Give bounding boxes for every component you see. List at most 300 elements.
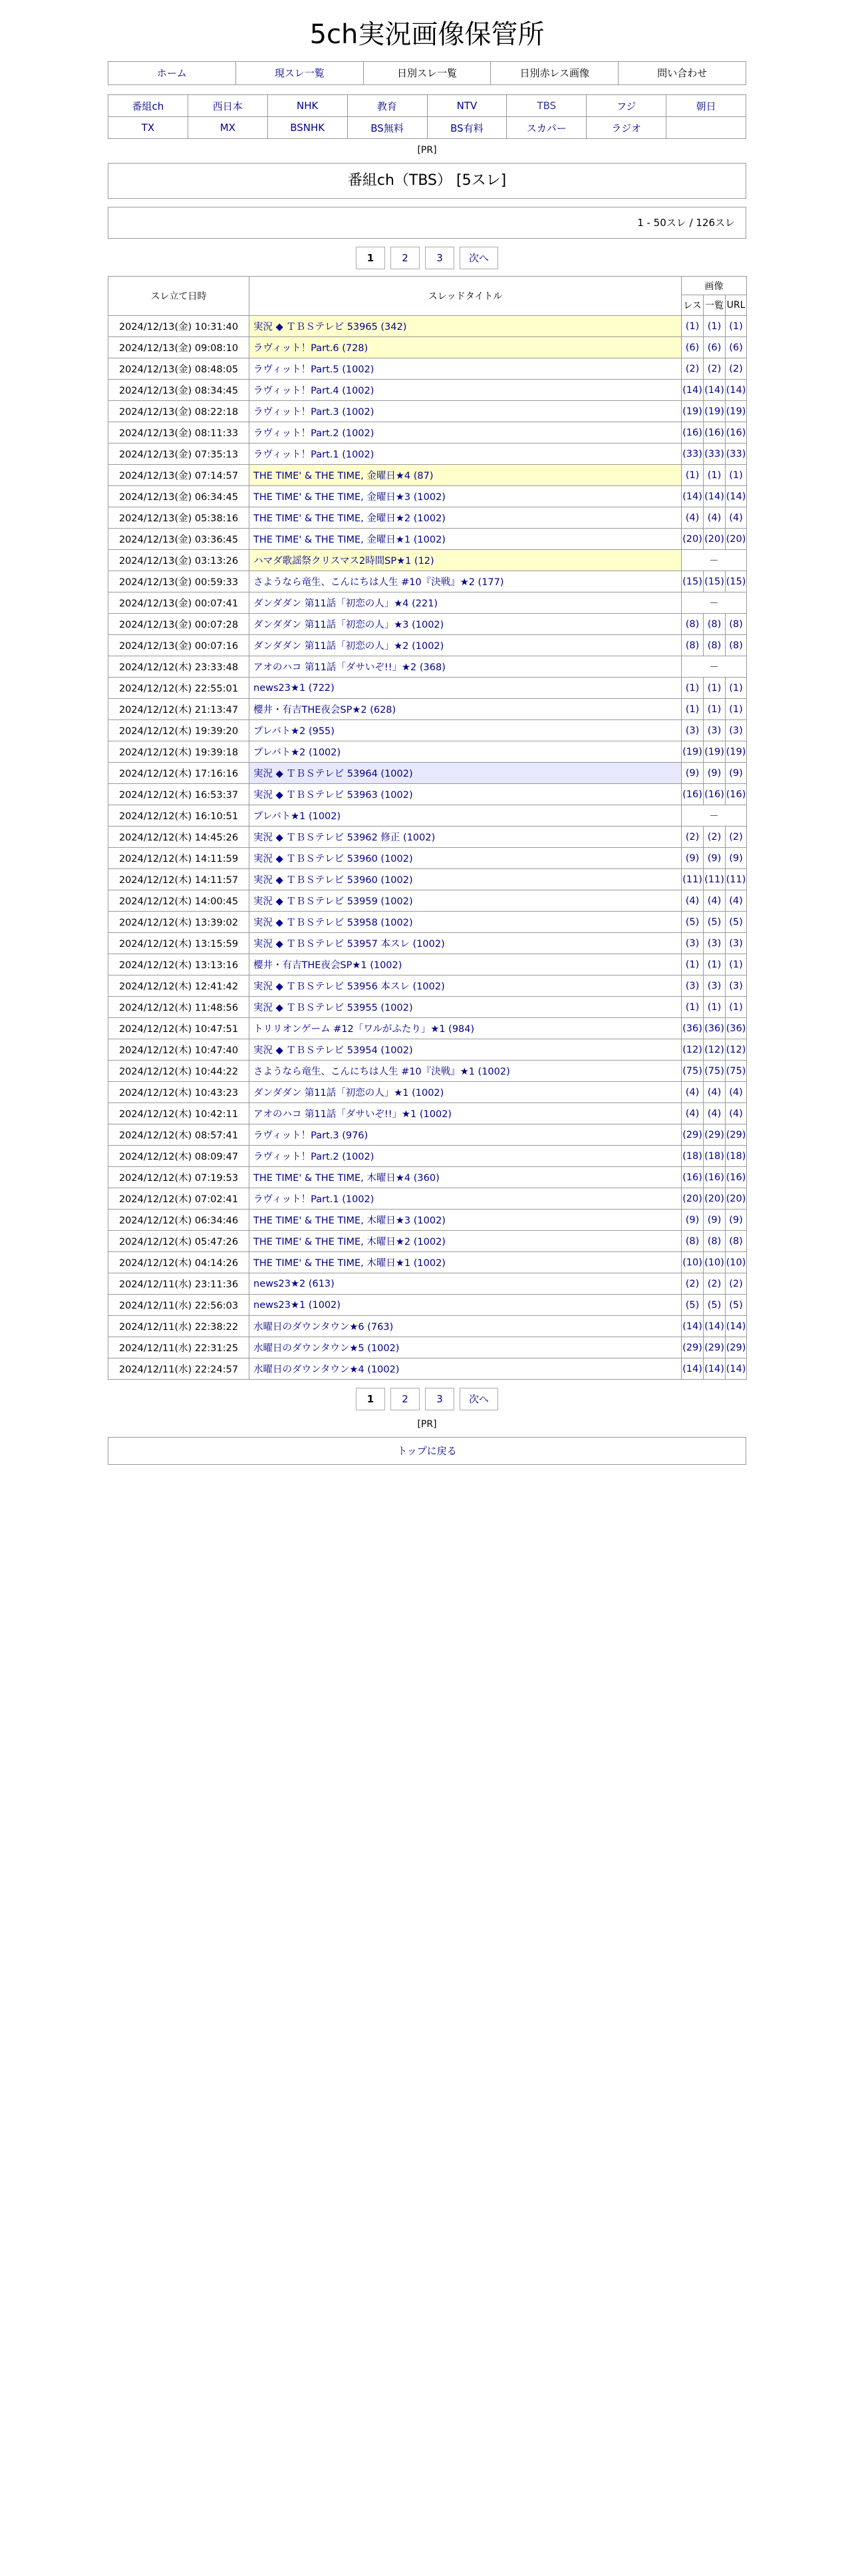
image-res-link[interactable]: (10) (682, 1252, 704, 1273)
thread-date: 2024/12/12(木) 17:16:16 (108, 763, 249, 784)
image-all-link[interactable]: (14) (704, 486, 726, 507)
image-res-link[interactable]: (3) (682, 975, 704, 997)
image-res-link[interactable]: (1) (682, 316, 704, 337)
thread-title-link[interactable]: ハマダ歌謡祭クリスマス2時間SP★1 (12) (249, 550, 682, 571)
image-url-link[interactable]: (36) (726, 1018, 747, 1039)
image-all-link[interactable]: (4) (704, 507, 726, 529)
channel-bs-free[interactable]: BS無料 (347, 117, 427, 139)
image-url-link[interactable]: (8) (726, 635, 747, 656)
thread-date: 2024/12/12(木) 08:09:47 (108, 1146, 249, 1167)
image-url-link[interactable]: (16) (726, 1167, 747, 1188)
image-url-link[interactable]: (8) (726, 614, 747, 635)
thread-title-link[interactable]: ダンダダン 第11話「初恋の人」★2 (1002) (249, 635, 682, 656)
thread-title-link[interactable]: ラヴィット！Part.4 (1002) (249, 380, 682, 401)
image-url-link[interactable]: (5) (726, 912, 747, 933)
channel-bangumi[interactable]: 番組ch (108, 95, 188, 117)
image-res-link[interactable]: (14) (682, 1316, 704, 1337)
table-row (108, 1061, 747, 1082)
nav-contact[interactable]: 問い合わせ (618, 62, 746, 84)
table-row (108, 1039, 747, 1061)
image-res-link[interactable]: (6) (682, 337, 704, 358)
table-row (108, 933, 747, 954)
image-all-link[interactable]: (20) (704, 1188, 726, 1210)
thread-date: 2024/12/12(木) 10:47:40 (108, 1039, 249, 1061)
image-url-link[interactable]: (19) (726, 401, 747, 422)
image-url-link[interactable]: (14) (726, 1358, 747, 1380)
thread-title-link[interactable]: トリリオンゲーム #12「ワルがふたり」★1 (984) (249, 1018, 682, 1039)
image-all-link[interactable]: (2) (704, 827, 726, 848)
thread-date: 2024/12/12(木) 07:19:53 (108, 1167, 249, 1188)
image-all-link[interactable]: (14) (704, 380, 726, 401)
table-row (108, 316, 747, 337)
thread-date: 2024/12/13(金) 08:48:05 (108, 358, 249, 380)
image-res-link[interactable]: (14) (682, 380, 704, 401)
thread-date: 2024/12/12(木) 04:14:26 (108, 1252, 249, 1273)
channel-mx[interactable]: MX (188, 117, 267, 139)
image-all-link[interactable]: (16) (704, 422, 726, 444)
image-res-link[interactable]: (29) (682, 1124, 704, 1146)
image-res-link[interactable]: (16) (682, 1167, 704, 1188)
image-all-link[interactable]: (29) (704, 1124, 726, 1146)
thread-title-link[interactable]: 実況 ◆ ＴＢＳテレビ 53958 (1002) (249, 912, 682, 933)
pager-top (108, 247, 746, 269)
image-none: － (682, 805, 747, 827)
pager-page-3[interactable]: 3 (425, 1388, 454, 1410)
thread-title-link[interactable]: ダンダダン 第11話「初恋の人」★1 (1002) (249, 1082, 682, 1103)
thread-date: 2024/12/13(金) 00:07:16 (108, 635, 249, 656)
image-all-link[interactable]: (8) (704, 614, 726, 635)
nav-daily-threads[interactable]: 日別スレ一覧 (363, 62, 491, 84)
image-url-link[interactable]: (10) (726, 1252, 747, 1273)
image-all-link[interactable]: (14) (704, 1358, 726, 1380)
thread-title-link[interactable]: プレバト★2 (1002) (249, 741, 682, 763)
image-all-link[interactable]: (1) (704, 699, 726, 720)
image-all-link[interactable]: (19) (704, 741, 726, 763)
image-all-link[interactable]: (12) (704, 1039, 726, 1061)
image-res-link[interactable]: (5) (682, 912, 704, 933)
channel-kyoiku[interactable]: 教育 (347, 95, 427, 117)
table-row (108, 444, 747, 465)
thread-date: 2024/12/13(金) 05:38:16 (108, 507, 249, 529)
thread-title-link[interactable]: ラヴィット！Part.5 (1002) (249, 358, 682, 380)
thread-date: 2024/12/13(金) 03:36:45 (108, 529, 249, 550)
image-res-link[interactable]: (9) (682, 1210, 704, 1231)
image-res-link[interactable]: (9) (682, 763, 704, 784)
image-url-link[interactable]: (4) (726, 1082, 747, 1103)
nav-current-threads[interactable]: 現スレ一覧 (235, 62, 363, 84)
image-url-link[interactable]: (1) (726, 678, 747, 699)
image-all-link[interactable]: (9) (704, 848, 726, 869)
image-res-link[interactable]: (2) (682, 1273, 704, 1295)
thread-title-link[interactable]: 実況 ◆ ＴＢＳテレビ 53956 本スレ (1002) (249, 975, 682, 997)
table-row (108, 401, 747, 422)
image-all-link[interactable]: (16) (704, 784, 726, 805)
image-all-link[interactable]: (2) (704, 358, 726, 380)
thread-title-link[interactable]: 実況 ◆ ＴＢＳテレビ 53960 (1002) (249, 869, 682, 890)
channel-bsnhk[interactable]: BSNHK (267, 117, 347, 139)
table-row (108, 571, 747, 592)
image-res-link[interactable]: (5) (682, 1295, 704, 1316)
thread-date: 2024/12/12(木) 10:42:11 (108, 1103, 249, 1124)
image-url-link[interactable]: (14) (726, 1316, 747, 1337)
image-all-link[interactable]: (4) (704, 1082, 726, 1103)
table-row (108, 380, 747, 401)
pager-page-2[interactable]: 2 (390, 247, 420, 269)
thread-title-link[interactable]: 実況 ◆ ＴＢＳテレビ 53954 (1002) (249, 1039, 682, 1061)
thread-date: 2024/12/13(金) 07:35:13 (108, 444, 249, 465)
image-url-link[interactable]: (20) (726, 1188, 747, 1210)
thread-title-link[interactable]: THE TIME' & THE TIME, 金曜日★1 (1002) (249, 529, 682, 550)
image-res-link[interactable]: (4) (682, 1103, 704, 1124)
image-all-link[interactable]: (16) (704, 1167, 726, 1188)
table-row (108, 1295, 747, 1316)
thread-table-body (108, 316, 747, 1380)
pager-next-button[interactable]: 次へ (460, 1388, 498, 1410)
thread-title-link[interactable]: 実況 ◆ ＴＢＳテレビ 53963 (1002) (249, 784, 682, 805)
image-url-link[interactable]: (8) (726, 1231, 747, 1252)
image-url-link[interactable]: (29) (726, 1337, 747, 1358)
thread-title-link[interactable]: 実況 ◆ ＴＢＳテレビ 53964 (1002) (249, 763, 682, 784)
pager-page-1: 1 (356, 1388, 385, 1410)
image-all-link[interactable]: (3) (704, 933, 726, 954)
table-row (108, 529, 747, 550)
image-none: － (682, 550, 747, 571)
thread-date: 2024/12/12(木) 13:13:16 (108, 954, 249, 975)
table-row (108, 1337, 747, 1358)
thread-title-link[interactable]: THE TIME' & THE TIME, 金曜日★4 (87) (249, 465, 682, 486)
image-url-link[interactable]: (75) (726, 1061, 747, 1082)
image-all-link[interactable]: (1) (704, 316, 726, 337)
pager-next-button[interactable]: 次へ (460, 247, 498, 269)
table-row (108, 635, 747, 656)
table-row (108, 848, 747, 869)
channel-tbs[interactable]: TBS (507, 95, 587, 117)
image-url-link[interactable]: (18) (726, 1146, 747, 1167)
image-all-link[interactable]: (2) (704, 1273, 726, 1295)
thread-title-link[interactable]: 実況 ◆ ＴＢＳテレビ 53957 本スレ (1002) (249, 933, 682, 954)
table-row (108, 720, 747, 741)
table-row (108, 784, 747, 805)
image-all-link[interactable]: (8) (704, 635, 726, 656)
channel-nhk[interactable]: NHK (267, 95, 347, 117)
header-date: スレ立て日時 (108, 277, 249, 316)
image-url-link[interactable]: (15) (726, 571, 747, 592)
image-url-link[interactable]: (3) (726, 720, 747, 741)
image-res-link[interactable]: (29) (682, 1337, 704, 1358)
pager-page-3[interactable]: 3 (425, 247, 454, 269)
channel-nishinihon[interactable]: 西日本 (188, 95, 267, 117)
image-url-link[interactable]: (16) (726, 422, 747, 444)
image-all-link[interactable]: (75) (704, 1061, 726, 1082)
image-all-link[interactable]: (1) (704, 997, 726, 1018)
thread-date: 2024/12/12(木) 19:39:20 (108, 720, 249, 741)
thread-date: 2024/12/13(金) 10:31:40 (108, 316, 249, 337)
image-res-link[interactable]: (3) (682, 720, 704, 741)
image-url-link[interactable]: (19) (726, 741, 747, 763)
thread-title-link[interactable]: 櫻井・有吉THE夜会SP★2 (628) (249, 699, 682, 720)
thread-title-link[interactable]: 実況 ◆ ＴＢＳテレビ 53962 修正 (1002) (249, 827, 682, 848)
image-url-link[interactable]: (5) (726, 1295, 747, 1316)
image-url-link[interactable]: (1) (726, 997, 747, 1018)
image-res-link[interactable]: (14) (682, 486, 704, 507)
image-res-link[interactable]: (18) (682, 1146, 704, 1167)
table-row (108, 592, 747, 614)
table-row (108, 1146, 747, 1167)
channel-ntv[interactable]: NTV (427, 95, 507, 117)
pager-page-1: 1 (356, 247, 385, 269)
thread-title-link[interactable]: THE TIME' & THE TIME, 木曜日★2 (1002) (249, 1231, 682, 1252)
thread-date: 2024/12/11(水) 22:56:03 (108, 1295, 249, 1316)
channel-bs-paid[interactable]: BS有料 (427, 117, 507, 139)
thread-date: 2024/12/12(木) 23:33:48 (108, 656, 249, 678)
image-all-link[interactable]: (1) (704, 954, 726, 975)
thread-title-link[interactable]: THE TIME' & THE TIME, 金曜日★2 (1002) (249, 507, 682, 529)
image-url-link[interactable]: (6) (726, 337, 747, 358)
thread-title-link[interactable]: 櫻井・有吉THE夜会SP★1 (1002) (249, 954, 682, 975)
image-res-link[interactable]: (1) (682, 465, 704, 486)
image-url-link[interactable]: (29) (726, 1124, 747, 1146)
image-res-link[interactable]: (16) (682, 784, 704, 805)
thread-title-link[interactable]: THE TIME' & THE TIME, 木曜日★1 (1002) (249, 1252, 682, 1273)
image-res-link[interactable]: (12) (682, 1039, 704, 1061)
image-url-link[interactable]: (9) (726, 848, 747, 869)
image-url-link[interactable]: (1) (726, 465, 747, 486)
image-res-link[interactable]: (11) (682, 869, 704, 890)
image-res-link[interactable]: (4) (682, 507, 704, 529)
image-all-link[interactable]: (36) (704, 1018, 726, 1039)
table-row (108, 465, 747, 486)
thread-title-link[interactable]: 実況 ◆ ＴＢＳテレビ 53959 (1002) (249, 890, 682, 912)
thread-title-link[interactable]: ラヴィット！Part.3 (1002) (249, 401, 682, 422)
thread-date: 2024/12/13(金) 00:59:33 (108, 571, 249, 592)
thread-date: 2024/12/11(水) 22:31:25 (108, 1337, 249, 1358)
table-row (108, 678, 747, 699)
thread-date: 2024/12/12(木) 21:13:47 (108, 699, 249, 720)
thread-title-link[interactable]: アオのハコ 第11話「ダサいぞ!!」★1 (1002) (249, 1103, 682, 1124)
thread-title-link[interactable]: ラヴィット！Part.1 (1002) (249, 444, 682, 465)
image-res-link[interactable]: (4) (682, 1082, 704, 1103)
table-row (108, 954, 747, 975)
table-row (108, 975, 747, 997)
image-res-link[interactable]: (15) (682, 571, 704, 592)
thread-title-link[interactable]: 水曜日のダウンタウン★6 (763) (249, 1316, 682, 1337)
table-row (108, 358, 747, 380)
pager-page-2[interactable]: 2 (390, 1388, 420, 1410)
table-row (108, 1358, 747, 1380)
table-row (108, 486, 747, 507)
thread-date: 2024/12/12(木) 05:47:26 (108, 1231, 249, 1252)
thread-title-link[interactable]: news23★2 (613) (249, 1273, 682, 1295)
thread-title-link[interactable]: 水曜日のダウンタウン★4 (1002) (249, 1358, 682, 1380)
thread-title-link[interactable]: THE TIME' & THE TIME, 金曜日★3 (1002) (249, 486, 682, 507)
image-all-link[interactable]: (20) (704, 529, 726, 550)
image-res-link[interactable]: (20) (682, 529, 704, 550)
image-url-link[interactable]: (1) (726, 954, 747, 975)
thread-table (108, 276, 747, 1380)
image-all-link[interactable]: (3) (704, 975, 726, 997)
thread-title-link[interactable]: ラヴィット！Part.2 (1002) (249, 422, 682, 444)
thread-title-link[interactable]: 実況 ◆ ＴＢＳテレビ 53960 (1002) (249, 848, 682, 869)
image-res-link[interactable]: (1) (682, 678, 704, 699)
header-title: スレッドタイトル (249, 277, 682, 316)
thread-title-link[interactable]: さようなら竜生、こんにちは人生 #10『決戦』★1 (1002) (249, 1061, 682, 1082)
image-url-link[interactable]: (12) (726, 1039, 747, 1061)
thread-date: 2024/12/13(金) 06:34:45 (108, 486, 249, 507)
header-url: URL (726, 295, 747, 316)
image-res-link[interactable]: (14) (682, 1358, 704, 1380)
image-all-link[interactable]: (10) (704, 1252, 726, 1273)
image-url-link[interactable]: (9) (726, 763, 747, 784)
channel-asahi[interactable]: 朝日 (666, 95, 746, 117)
table-row (108, 507, 747, 529)
thread-title-link[interactable]: さようなら竜生、こんにちは人生 #10『決戦』★2 (177) (249, 571, 682, 592)
channel-skyperfect[interactable]: スカパー (507, 117, 587, 139)
image-res-link[interactable]: (1) (682, 699, 704, 720)
thread-title-link[interactable]: アオのハコ 第11話「ダサいぞ!!」★2 (368) (249, 656, 682, 678)
image-url-link[interactable]: (14) (726, 486, 747, 507)
image-res-link[interactable]: (1) (682, 954, 704, 975)
thread-date: 2024/12/13(金) 08:34:45 (108, 380, 249, 401)
table-row (108, 997, 747, 1018)
image-url-link[interactable]: (14) (726, 380, 747, 401)
thread-date: 2024/12/13(金) 09:08:10 (108, 337, 249, 358)
thread-title-link[interactable]: ラヴィット！Part.1 (1002) (249, 1188, 682, 1210)
image-all-link[interactable]: (9) (704, 1210, 726, 1231)
table-row (108, 1188, 747, 1210)
image-res-link[interactable]: (75) (682, 1061, 704, 1082)
thread-date: 2024/12/12(木) 10:47:51 (108, 1018, 249, 1039)
table-row (108, 805, 747, 827)
image-url-link[interactable]: (4) (726, 507, 747, 529)
table-row (108, 422, 747, 444)
image-res-link[interactable]: (4) (682, 890, 704, 912)
image-all-link[interactable]: (9) (704, 763, 726, 784)
image-res-link[interactable]: (8) (682, 635, 704, 656)
image-all-link[interactable]: (18) (704, 1146, 726, 1167)
image-all-link[interactable]: (8) (704, 1231, 726, 1252)
back-to-top-button[interactable]: トップに戻る (108, 1437, 746, 1465)
image-all-link[interactable]: (6) (704, 337, 726, 358)
thread-date: 2024/12/13(金) 00:07:28 (108, 614, 249, 635)
image-all-link[interactable]: (5) (704, 912, 726, 933)
thread-title-link[interactable]: 実況 ◆ ＴＢＳテレビ 53955 (1002) (249, 997, 682, 1018)
image-res-link[interactable]: (16) (682, 422, 704, 444)
nav-daily-red-images[interactable]: 日別赤レス画像 (490, 62, 618, 84)
page (108, 15, 746, 1465)
image-url-link[interactable]: (16) (726, 784, 747, 805)
image-res-link[interactable]: (2) (682, 827, 704, 848)
table-row (108, 1273, 747, 1295)
image-res-link[interactable]: (8) (682, 614, 704, 635)
image-all-link[interactable]: (5) (704, 1295, 726, 1316)
image-url-link[interactable]: (3) (726, 975, 747, 997)
nav-home[interactable]: ホーム (156, 67, 187, 79)
image-all-link[interactable]: (15) (704, 571, 726, 592)
table-row (108, 1252, 747, 1273)
table-row (108, 614, 747, 635)
image-all-link[interactable]: (33) (704, 444, 726, 465)
image-res-link[interactable]: (19) (682, 741, 704, 763)
channel-grid (108, 94, 746, 139)
image-res-link[interactable]: (9) (682, 848, 704, 869)
thread-date: 2024/12/13(金) 08:11:33 (108, 422, 249, 444)
thread-count: 1 - 50スレ / 126スレ (108, 207, 746, 239)
image-all-link[interactable]: (19) (704, 401, 726, 422)
image-res-link[interactable]: (19) (682, 401, 704, 422)
thread-title-link[interactable]: ラヴィット！Part.2 (1002) (249, 1146, 682, 1167)
thread-date: 2024/12/12(木) 14:00:45 (108, 890, 249, 912)
thread-title-link[interactable]: プレバト★1 (1002) (249, 805, 682, 827)
thread-date: 2024/12/12(木) 22:55:01 (108, 678, 249, 699)
image-all-link[interactable]: (11) (704, 869, 726, 890)
table-row (108, 912, 747, 933)
image-all-link[interactable]: (1) (704, 678, 726, 699)
image-all-link[interactable]: (4) (704, 890, 726, 912)
image-res-link[interactable]: (3) (682, 933, 704, 954)
thread-title-link[interactable]: news23★1 (722) (249, 678, 682, 699)
image-url-link[interactable]: (1) (726, 699, 747, 720)
image-url-link[interactable]: (2) (726, 827, 747, 848)
thread-title-link[interactable]: プレバト★2 (955) (249, 720, 682, 741)
thread-title-link[interactable]: ラヴィット！Part.3 (976) (249, 1124, 682, 1146)
image-all-link[interactable]: (3) (704, 720, 726, 741)
channel-radio[interactable]: ラジオ (587, 117, 666, 139)
image-res-link[interactable]: (33) (682, 444, 704, 465)
thread-title-link[interactable]: 水曜日のダウンタウン★5 (1002) (249, 1337, 682, 1358)
channel-tx[interactable]: TX (108, 117, 188, 139)
image-url-link[interactable]: (4) (726, 890, 747, 912)
thread-date: 2024/12/12(木) 14:11:59 (108, 848, 249, 869)
image-url-link[interactable]: (20) (726, 529, 747, 550)
channel-empty (666, 117, 746, 139)
image-all-link[interactable]: (14) (704, 1316, 726, 1337)
image-url-link[interactable]: (4) (726, 1103, 747, 1124)
pr-label: [PR] (417, 145, 437, 156)
thread-date: 2024/12/11(水) 23:11:36 (108, 1273, 249, 1295)
image-res-link[interactable]: (1) (682, 997, 704, 1018)
image-res-link[interactable]: (20) (682, 1188, 704, 1210)
thread-title-link[interactable]: ラヴィット！Part.6 (728) (249, 337, 682, 358)
image-url-link[interactable]: (2) (726, 358, 747, 380)
image-res-link[interactable]: (36) (682, 1018, 704, 1039)
thread-title-link[interactable]: THE TIME' & THE TIME, 木曜日★3 (1002) (249, 1210, 682, 1231)
header-images: 画像 (682, 277, 747, 295)
table-row (108, 869, 747, 890)
image-url-link[interactable]: (11) (726, 869, 747, 890)
table-row (108, 1124, 747, 1146)
thread-date: 2024/12/12(木) 10:43:23 (108, 1082, 249, 1103)
image-url-link[interactable]: (9) (726, 1210, 747, 1231)
image-res-link[interactable]: (8) (682, 1231, 704, 1252)
channel-fuji[interactable]: フジ (587, 95, 666, 117)
pr-label: [PR] (417, 1419, 437, 1430)
thread-title-link[interactable]: 実況 ◆ ＴＢＳテレビ 53965 (342) (249, 316, 682, 337)
image-all-link[interactable]: (1) (704, 465, 726, 486)
image-all-link[interactable]: (4) (704, 1103, 726, 1124)
image-url-link[interactable]: (1) (726, 316, 747, 337)
thread-date: 2024/12/11(水) 22:38:22 (108, 1316, 249, 1337)
thread-title-link[interactable]: ダンダダン 第11話「初恋の人」★3 (1002) (249, 614, 682, 635)
thread-title-link[interactable]: news23★1 (1002) (249, 1295, 682, 1316)
image-all-link[interactable]: (29) (704, 1337, 726, 1358)
thread-title-link[interactable]: THE TIME' & THE TIME, 木曜日★4 (360) (249, 1167, 682, 1188)
image-url-link[interactable]: (3) (726, 933, 747, 954)
thread-title-link[interactable]: ダンダダン 第11話「初恋の人」★4 (221) (249, 592, 682, 614)
table-row (108, 1316, 747, 1337)
image-url-link[interactable]: (2) (726, 1273, 747, 1295)
image-res-link[interactable]: (2) (682, 358, 704, 380)
image-url-link[interactable]: (33) (726, 444, 747, 465)
